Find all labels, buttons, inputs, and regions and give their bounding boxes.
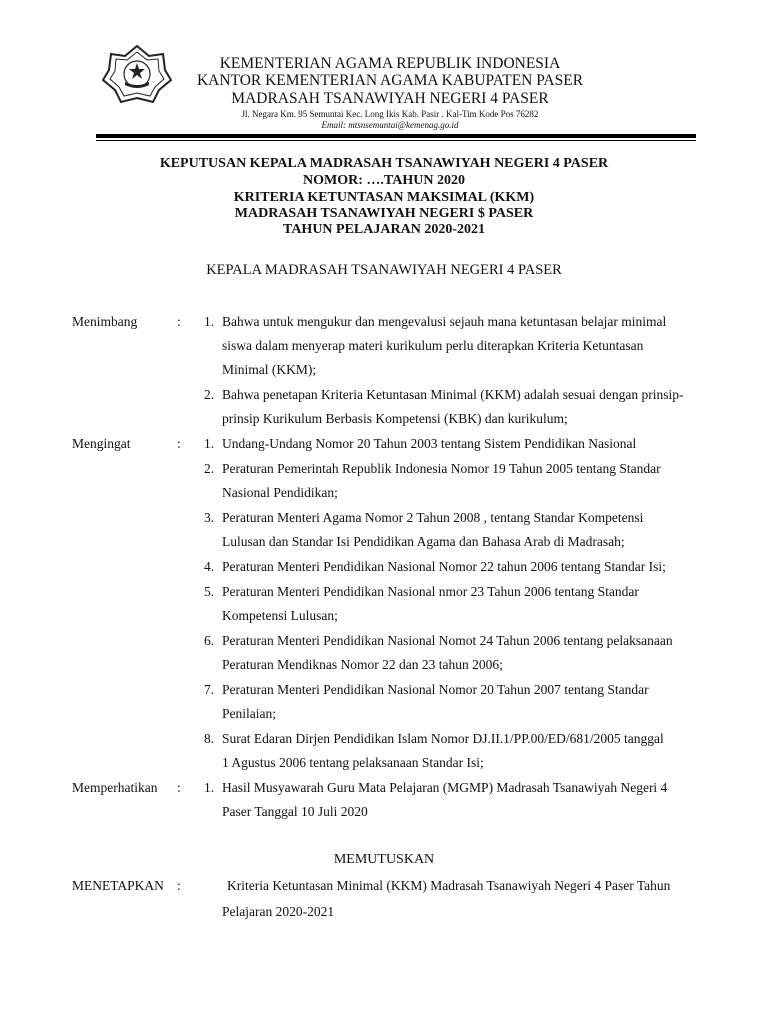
mengingat-item-6-number: 6. (204, 633, 215, 648)
memperhatikan-label: Memperhatikan (72, 780, 158, 795)
mengingat-item-8-line: Surat Edaran Dirjen Pendidikan Islam Nomor DJ.II.1/PP.00/ED/681/2005 tanggal (222, 731, 664, 746)
issuer-heading: KEPALA MADRASAH TSANAWIYAH NEGERI 4 PASER (206, 262, 562, 278)
mengingat-item-5-number: 5. (204, 584, 215, 599)
menimbang-item-1-number: 1. (204, 314, 215, 329)
menetapkan-line: Kriteria Ketuntasan Minimal (KKM) Madrasah Tsanawiyah Negeri 4 Paser Tahun (227, 878, 671, 893)
menimbang-item-2-line: prinsip Kurikulum Berbasis Kompetensi (KBK) dan kurikulum; (222, 411, 568, 426)
ministry-emblem-icon (101, 44, 173, 106)
menimbang-label: Menimbang (72, 314, 138, 329)
menimbang-item-2-line: Bahwa penetapan Kriteria Ketuntasan Minimal (KKM) adalah sesuai dengan prinsip- (222, 387, 684, 402)
mengingat-item-1-line: Undang-Undang Nomor 20 Tahun 2003 tentang Sistem Pendidikan Nasional (222, 436, 637, 451)
menetapkan-label: MENETAPKAN (72, 878, 164, 893)
letterhead-line-2: KANTOR KEMENTERIAN AGAMA KABUPATEN PASER (196, 72, 584, 89)
mengingat-item-3-line: Peraturan Menteri Agama Nomor 2 Tahun 2008 , tentang Standar Kompetensi (222, 510, 644, 525)
mengingat-colon: : (177, 436, 181, 451)
menetapkan-colon: : (177, 878, 181, 893)
menimbang-item-1-line: Bahwa untuk mengukur dan mengevalusi sejauh mana ketuntasan belajar minimal (222, 314, 667, 329)
ministry-logo (101, 44, 173, 106)
mengingat-item-3-line: Lulusan dan Standar Isi Pendidikan Agama dan Bahasa Arab di Madrasah; (222, 534, 625, 549)
memperhatikan-item-1-line: Paser Tanggal 10 Juli 2020 (222, 804, 368, 819)
mengingat-item-2-number: 2. (204, 461, 215, 476)
mengingat-item-8-line: 1 Agustus 2006 tentang pelaksanaan Standar Isi; (222, 755, 484, 770)
letterhead-rule-thin (96, 140, 696, 141)
mengingat-item-7-line: Penilaian; (222, 706, 276, 721)
mengingat-item-8-number: 8. (204, 731, 215, 746)
mengingat-item-2-line: Peraturan Pemerintah Republik Indonesia Nomor 19 Tahun 2005 tentang Standar (222, 461, 661, 476)
decree-number: NOMOR: ….TAHUN 2020 (303, 173, 465, 188)
menimbang-item-1-line: siswa dalam menyerap materi kurikulum perlu diterapkan Kriteria Ketuntasan (222, 338, 644, 353)
mengingat-item-6-line: Peraturan Menteri Pendidikan Nasional Nomot 24 Tahun 2006 tentang pelaksanaan (222, 633, 673, 648)
menimbang-colon: : (177, 314, 181, 329)
mengingat-label: Mengingat (72, 436, 131, 451)
mengingat-item-2-line: Nasional Pendidikan; (222, 485, 338, 500)
mengingat-item-4-number: 4. (204, 559, 215, 574)
decree-title-line-5: TAHUN PELAJARAN 2020-2021 (283, 222, 485, 237)
memutuskan-heading: MEMUTUSKAN (333, 852, 435, 867)
menetapkan-line: Pelajaran 2020-2021 (222, 904, 335, 919)
mengingat-item-1-number: 1. (204, 436, 215, 451)
mengingat-item-5-line: Peraturan Menteri Pendidikan Nasional nmor 23 Tahun 2006 tentang Standar (222, 584, 639, 599)
menimbang-item-1-line: Minimal (KKM); (222, 362, 317, 377)
mengingat-item-3-number: 3. (204, 510, 215, 525)
mengingat-item-6-line: Peraturan Mendiknas Nomor 22 dan 23 tahun 2006; (222, 657, 503, 672)
letterhead-line-3: MADRASAH TSANAWIYAH NEGERI 4 PASER (231, 90, 549, 107)
mengingat-item-5-line: Kompetensi Lulusan; (222, 608, 338, 623)
decree-title-line-4: MADRASAH TSANAWIYAH NEGERI $ PASER (234, 206, 534, 221)
memperhatikan-item-1-number: 1. (204, 780, 215, 795)
decree-title-line-3: KRITERIA KETUNTASAN MAKSIMAL (KKM) (233, 190, 535, 205)
memperhatikan-colon: : (177, 780, 181, 795)
mengingat-item-4-line: Peraturan Menteri Pendidikan Nasional Nomor 22 tahun 2006 tentang Standar Isi; (222, 559, 666, 574)
mengingat-item-7-line: Peraturan Menteri Pendidikan Nasional Nomor 20 Tahun 2007 tentang Standar (222, 682, 649, 697)
letterhead-rule-thick (96, 134, 696, 138)
memperhatikan-item-1-line: Hasil Musyawarah Guru Mata Pelajaran (MGMP) Madrasah Tsanawiyah Negeri 4 (222, 780, 668, 795)
letterhead-email: Email: mtsnsemuntai@kemenag.go.id (321, 120, 459, 130)
decree-title-line-1: KEPUTUSAN KEPALA MADRASAH TSANAWIYAH NEGERI 4 PASER (159, 156, 609, 171)
letterhead-address: Jl. Negara Km. 95 Semuntai Kec. Long Ikis Kab. Pasir . Kal-Tim Kode Pos 76282 (241, 109, 539, 119)
letterhead-line-1: KEMENTERIAN AGAMA REPUBLIK INDONESIA (219, 55, 561, 72)
mengingat-item-7-number: 7. (204, 682, 215, 697)
menimbang-item-2-number: 2. (204, 387, 215, 402)
